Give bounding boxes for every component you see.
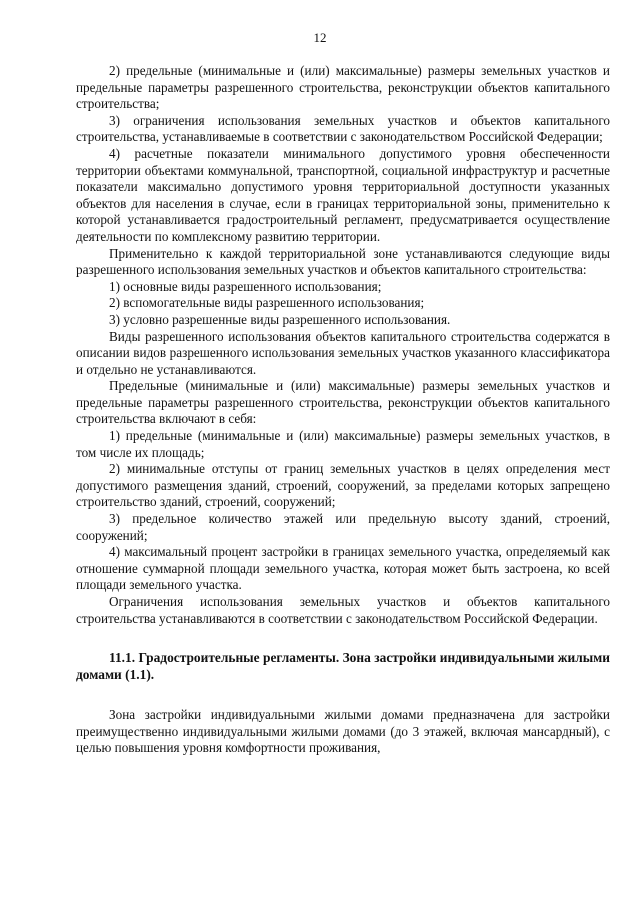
list-item: 2) минимальные отступы от границ земельных участков в целях определения мест допустимого размещения зданий, строений, сооружений, за пределами которых запрещено строительство зданий, строений, сооружений; <box>76 461 610 510</box>
list-item: 3) предельное количество этажей или предельную высоту зданий, строений, сооружений; <box>76 511 610 543</box>
paragraph: Предельные (минимальные и (или) максимальные) размеры земельных участков и предельные параметры разрешенного строительства, реконструкции объектов капитального строительства включают в себя: <box>76 378 610 427</box>
paragraph: 2) предельные (минимальные и (или) максимальные) размеры земельных участков и предельные параметры разрешенного строительства, реконструкции объектов капитального строительства; <box>76 63 610 112</box>
paragraph: Зона застройки индивидуальными жилыми домами предназначена для застройки преимущественно индивидуальными жилыми домами (до 3 этажей, включая мансардный), с целью повышения уровня комфортности проживания, <box>76 707 610 756</box>
list-item: 1) основные виды разрешенного использования; <box>109 278 382 294</box>
section-heading: 11.1. Градостроительные регламенты. Зона застройки индивидуальными жилыми домами (1.1). <box>76 650 610 683</box>
paragraph: Виды разрешенного использования объектов капитального строительства содержатся в описании видов разрешенного использования земельных участков указанного классификатора и отдельно не устанавливаются. <box>76 328 610 377</box>
section-spacer <box>76 683 610 707</box>
list-item: 2) вспомогательные виды разрешенного использования; <box>109 295 425 311</box>
page-number: 12 <box>313 30 327 45</box>
paragraph: 4) расчетные показатели минимального допустимого уровня обеспеченности территории объектами коммунальной, транспортной, социальной инфраструктур и расчетные показатели максимально допустимого уровня территориальной доступности указанных объектов для населения в случае, если в границах территориальной зоны, применительно к которой устанавливается градостроительный регламент, предусматривается осуществление деятельности по комплексному развитию территории. <box>76 145 610 244</box>
list-item: 1) предельные (минимальные и (или) максимальные) размеры земельных участков, в том числе их площадь; <box>76 428 610 460</box>
document-body <box>76 63 610 757</box>
list-item: 3) условно разрешенные виды разрешенного использования. <box>109 311 451 327</box>
paragraph: Применительно к каждой территориальной зоне устанавливаются следующие виды разрешенного использования земельных участков и объектов капитального строительства: <box>76 245 610 278</box>
list-item: 4) максимальный процент застройки в границах земельного участка, определяемый как отношение суммарной площади земельного участка, которая может быть застроена, ко всей площади земельного участка. <box>76 544 610 593</box>
paragraph: Ограничения использования земельных участков и объектов капитального строительства устанавливаются в соответствии с законодательством Российской Федерации. <box>76 594 610 626</box>
paragraph: 3) ограничения использования земельных участков и объектов капитального строительства, устанавливаемые в соответствии с законодательством Российской Федерации; <box>76 112 610 145</box>
